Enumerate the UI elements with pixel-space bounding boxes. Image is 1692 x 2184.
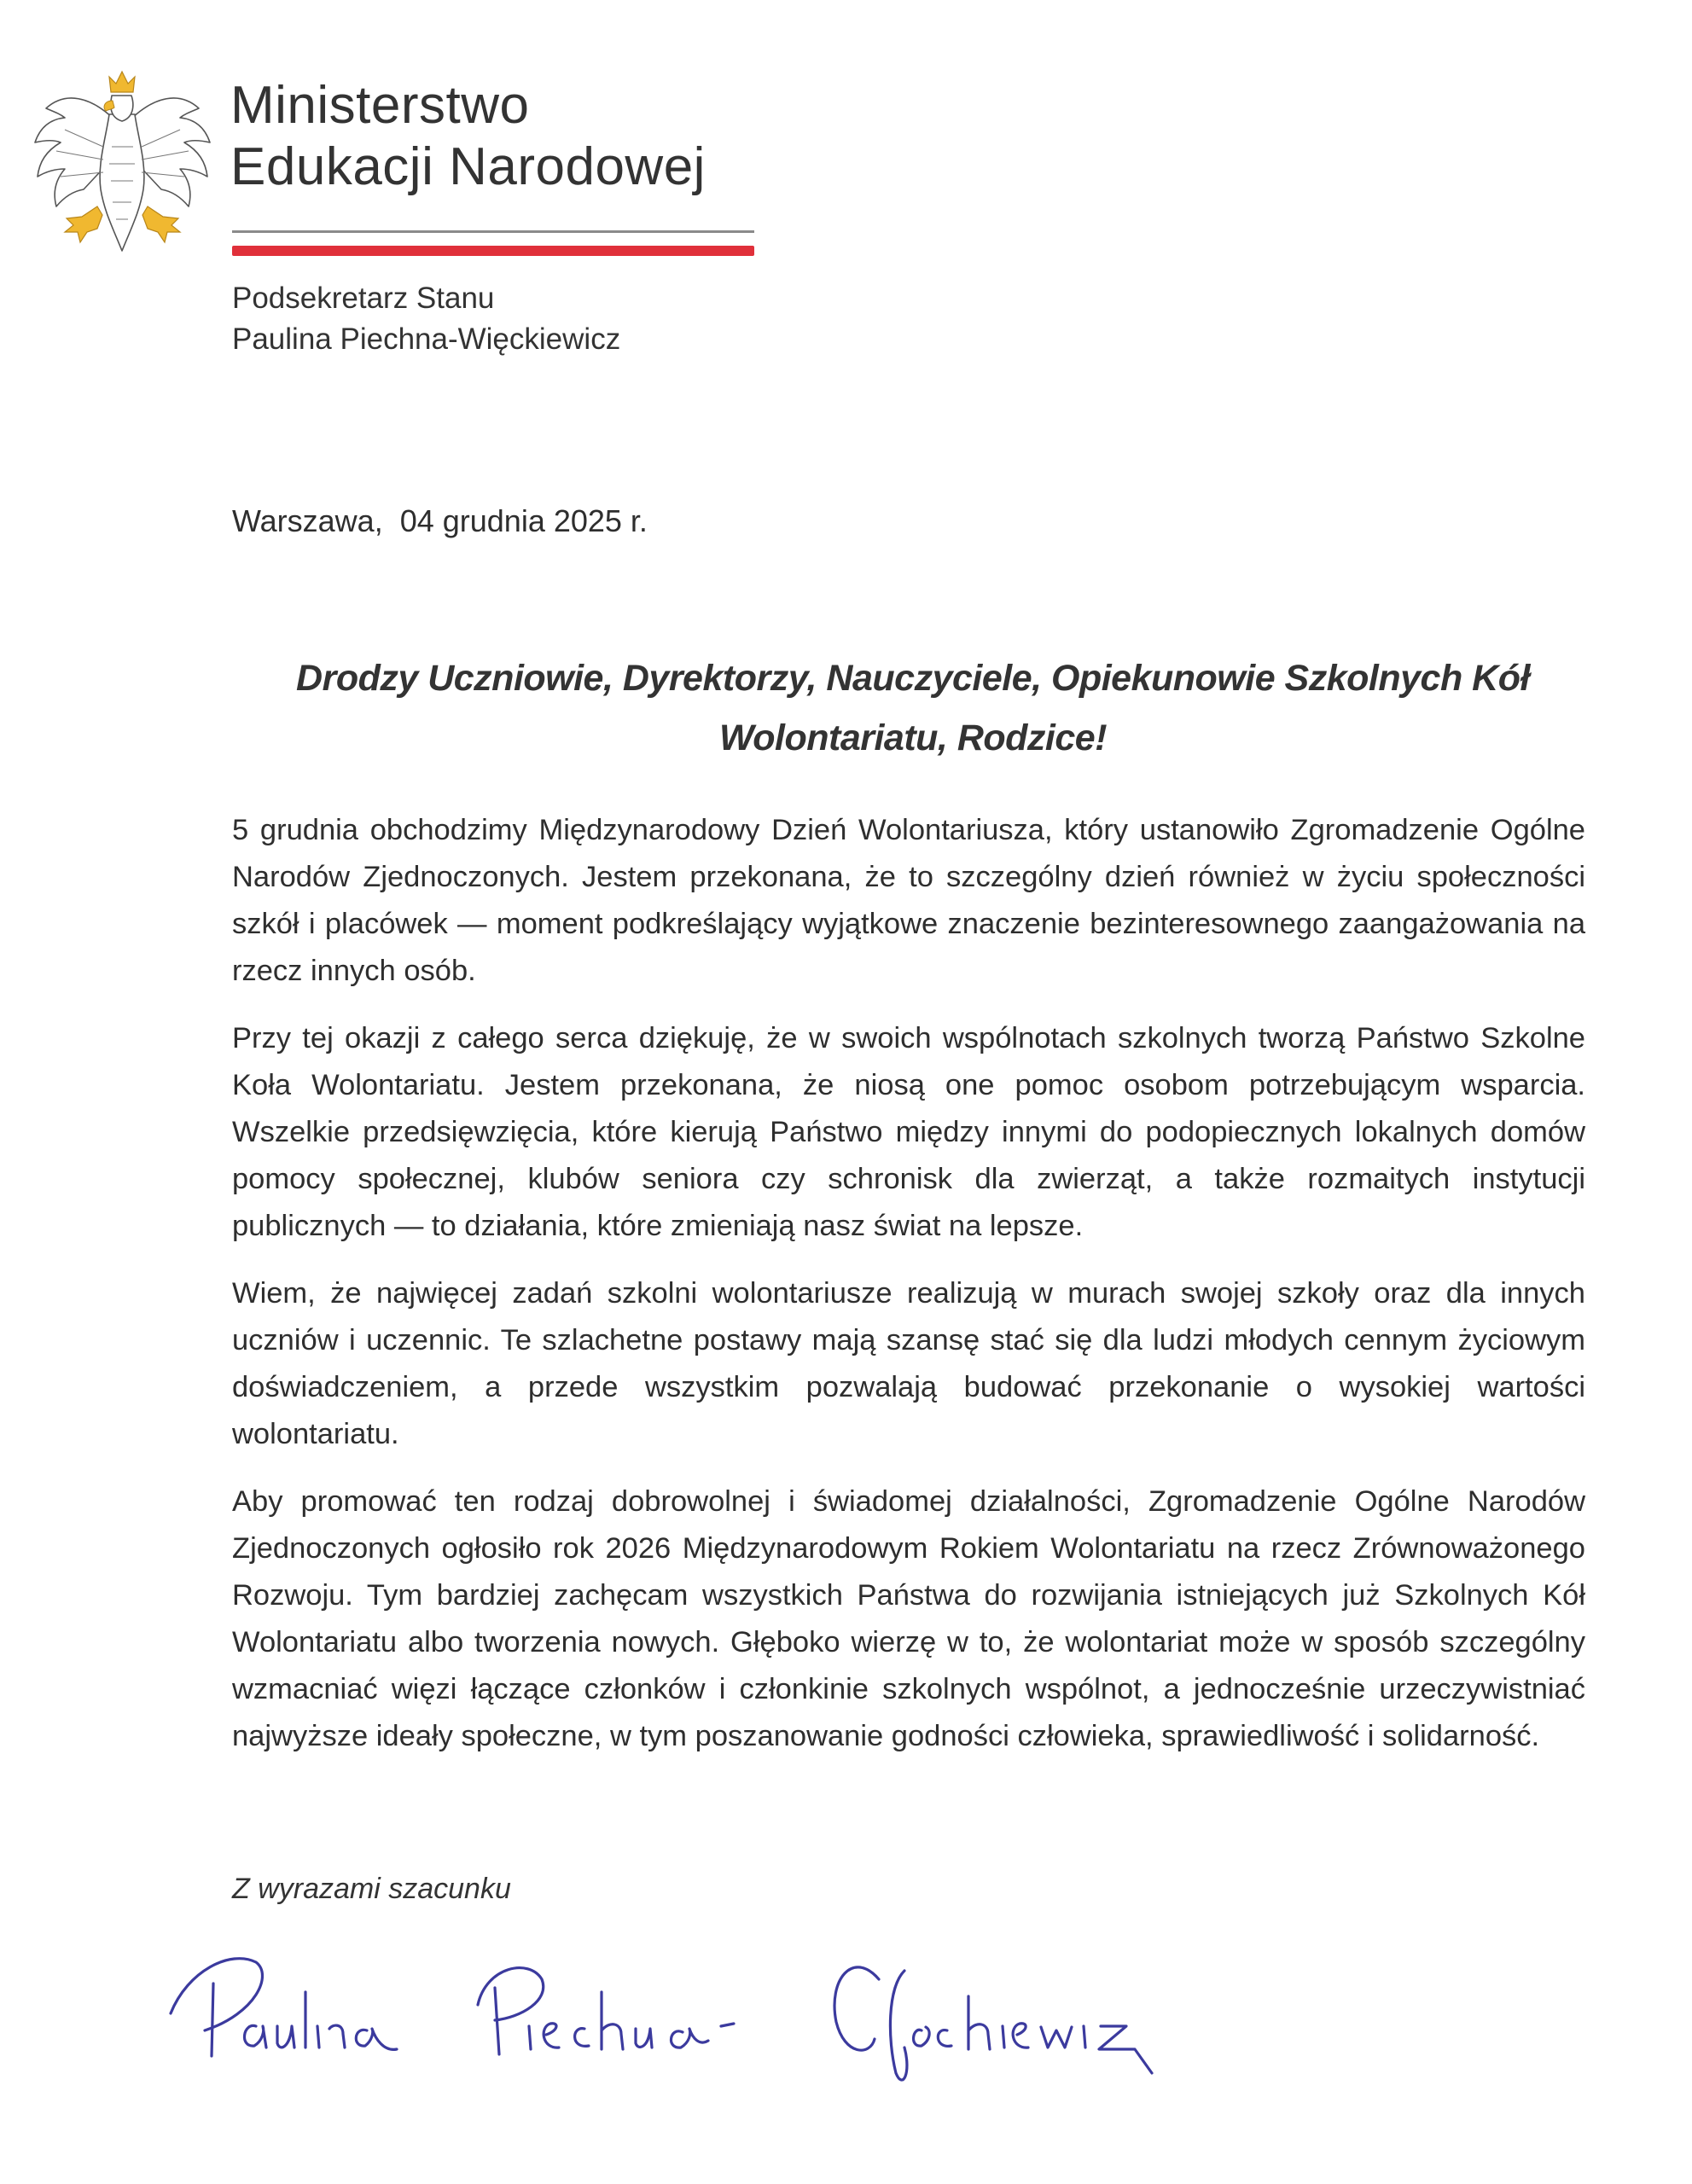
ministry-name-line1: Ministerstwo	[230, 76, 530, 135]
polish-eagle-emblem-icon	[31, 61, 214, 258]
salutation-line1: Drodzy Uczniowie, Dyrektorzy, Nauczyciele, Opiekunowie Szkolnych Kół	[296, 658, 1530, 699]
body-paragraph: Wiem, że najwięcej zadań szkolni wolontariusze realizują w murach swojej szkoły oraz dla innych uczniów i uczennic. Te szlachetne postawy mają szansę stać się dla ludzi młodych cennym życiowym doświadczeniem, a przede wszystkim pozwalają budować przekonanie o wysokiej wartości wolontariatu.	[232, 1277, 1585, 1450]
office-block	[232, 278, 620, 360]
ministry-name	[230, 75, 706, 198]
salutation	[213, 648, 1613, 768]
date-line: Warszawa, 04 grudnia 2025 r.	[232, 503, 648, 538]
office-holder: Paulina Piechna-Więckiewicz	[232, 322, 621, 356]
letter-body	[232, 807, 1585, 1780]
handwritten-signature	[154, 1945, 1391, 2099]
salutation-line2: Wolontariatu, Rodzice!	[718, 717, 1108, 758]
letterhead-red-rule	[232, 246, 754, 256]
body-paragraph: Przy tej okazji z całego serca dziękuję, że w swoich wspólnotach szkolnych tworzą Państwo Szkolne Koła Wolontariatu. Jestem przekonana, że niosą one pomoc osobom potrzebującym wsparcia. Wszelkie przedsięwzięcia, które kierują Państwo między innymi do podopiecznych lokalnych domów pomocy społecznej, klubów seniora czy schronisk dla zwierząt, a także rozmaitych instytucji publicznych — to działania, które zmieniają nasz świat na lepsze.	[232, 1022, 1585, 1242]
office-title: Podsekretarz Stanu	[232, 282, 495, 315]
body-paragraph: 5 grudnia obchodzimy Międzynarodowy Dzień Wolontariusza, który ustanowiło Zgromadzenie Ogólne Narodów Zjednoczonych. Jestem przekonana, że to szczególny dzień również w życiu społeczności szkół i placówek — moment podkreślający wyjątkowe znaczenie bezinteresownego zaangażowania na rzecz innych osób.	[232, 814, 1585, 987]
letterhead-grey-rule	[232, 230, 754, 233]
ministry-name-line2: Edukacji Narodowej	[230, 137, 706, 196]
body-paragraph: Aby promować ten rodzaj dobrowolnej i świadomej działalności, Zgromadzenie Ogólne Narodów Zjednoczonych ogłosiło rok 2026 Międzynarodowym Rokiem Wolontariatu na rzecz Zrównoważonego Rozwoju. Tym bardziej zachęcam wszystkich Państwa do rozwijania istniejących już Szkolnych Kół Wolontariatu albo tworzenia nowych. Głęboko wierzę w to, że wolontariat może w sposób szczególny wzmacniać więzi łączące członków i członkinie szkolnych wspólnot, a jednocześnie urzeczywistniać najwyższe ideały społeczne, w tym poszanowanie godności człowieka, sprawiedliwość i solidarność.	[232, 1485, 1585, 1752]
closing-phrase: Z wyrazami szacunku	[232, 1873, 511, 1905]
